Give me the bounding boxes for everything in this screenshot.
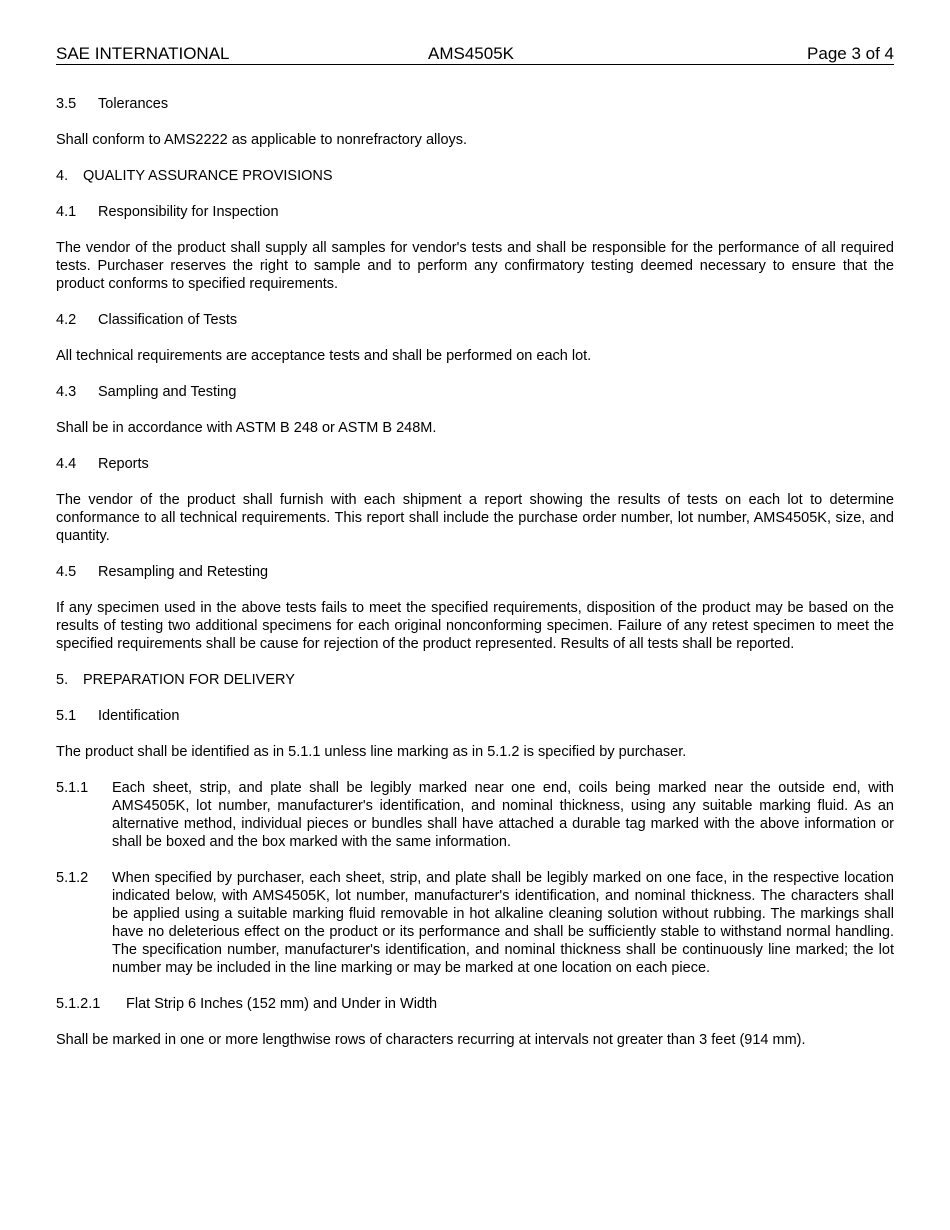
- section-number: 4.2: [56, 312, 77, 328]
- section-number: 3.5: [56, 96, 77, 112]
- section-5-1-2-item: [56, 869, 894, 977]
- section-4-5-text: If any specimen used in the above tests fails to meet the specified requirements, disposition of the product may be based on the results of testing two additional specimens for each original nonconforming specimen. Failure of any retest specimen to meet the specified requirements shall be cause for rejection of the product represented. Results of all tests shall be reported.: [56, 600, 894, 652]
- item-number: 5.1.1: [56, 780, 89, 796]
- section-title: Reports: [98, 456, 149, 472]
- section-4-1-text: The vendor of the product shall supply all samples for vendor's tests and shall be responsible for the performance of all required tests. Purchaser reserves the right to sample and to perform any confirmatory testing deemed necessary to ensure that the product conforms to specified requirements.: [56, 240, 894, 292]
- header-page-number: Page 3 of 4: [807, 44, 894, 63]
- section-5-1-text: The product shall be identified as in 5.1.1 unless line marking as in 5.1.2 is specified by purchaser.: [56, 744, 687, 760]
- section-5-1-heading: [56, 707, 894, 725]
- section-number: 5.1.2.1: [56, 996, 101, 1012]
- section-title: Classification of Tests: [98, 312, 238, 328]
- section-number: 4.1: [56, 204, 77, 220]
- item-text: Each sheet, strip, and plate shall be legibly marked near one end, coils being marked near the outside end, with AMS4505K, lot number, manufacturer's identification, and nominal thickness, using any suitable marking fluid. As an alternative method, individual pieces or bundles shall have attached a durable tag marked with the above information or shall be boxed and the box marked with the same information.: [112, 780, 894, 850]
- section-title: Identification: [98, 708, 180, 724]
- section-4-5-heading: [56, 563, 894, 581]
- section-4-3-text: Shall be in accordance with ASTM B 248 or ASTM B 248M.: [56, 420, 437, 436]
- section-title: Responsibility for Inspection: [98, 204, 279, 220]
- section-number: 5.1: [56, 708, 77, 724]
- section-5-heading: [56, 671, 894, 689]
- item-number: 5.1.2: [56, 870, 89, 886]
- section-4-heading: [56, 167, 894, 185]
- section-title: PREPARATION FOR DELIVERY: [83, 672, 295, 688]
- section-4-4-heading: [56, 455, 894, 473]
- section-number: 4.5: [56, 564, 77, 580]
- section-number: 4.: [56, 168, 69, 184]
- section-title: Sampling and Testing: [98, 384, 237, 400]
- section-5-1-2-1-heading: [56, 995, 894, 1013]
- page-header: [56, 44, 894, 65]
- section-number: 4.4: [56, 456, 77, 472]
- section-number: 4.3: [56, 384, 77, 400]
- section-4-1-heading: [56, 203, 894, 221]
- section-4-2-text: All technical requirements are acceptance tests and shall be performed on each lot.: [56, 348, 592, 364]
- section-title: Resampling and Retesting: [98, 564, 269, 580]
- section-title: QUALITY ASSURANCE PROVISIONS: [83, 168, 333, 184]
- section-5-1-2-1-text: Shall be marked in one or more lengthwise rows of characters recurring at intervals not greater than 3 feet (914 mm).: [56, 1032, 806, 1048]
- section-4-3-heading: [56, 383, 894, 401]
- section-3-5-text: Shall conform to AMS2222 as applicable to nonrefractory alloys.: [56, 132, 468, 148]
- section-title: Flat Strip 6 Inches (152 mm) and Under in Width: [126, 996, 438, 1012]
- document-body: [56, 95, 894, 1067]
- header-document-id: AMS4505K: [428, 44, 514, 63]
- section-number: 5.: [56, 672, 69, 688]
- section-title: Tolerances: [98, 96, 169, 112]
- section-4-2-heading: [56, 311, 894, 329]
- section-4-4-text: The vendor of the product shall furnish with each shipment a report showing the results of tests on each lot to determine conformance to all technical requirements. This report shall include the purchase order number, lot number, AMS4505K, size, and quantity.: [56, 492, 894, 544]
- item-text: When specified by purchaser, each sheet, strip, and plate shall be legibly marked on one face, in the respective location indicated below, with AMS4505K, lot number, manufacturer's identification, and nominal thickness. The characters shall be applied using a suitable marking fluid removable in hot alkaline cleaning solution without rubbing. The markings shall have no deleterious effect on the product or its performance and shall be sufficiently stable to withstand normal handling. The specification number, manufacturer's identification, and nominal thickness shall be continuously line marked; the lot number may be included in the line marking or may be marked at one location on each piece.: [112, 870, 894, 976]
- section-5-1-1-item: [56, 779, 894, 851]
- header-organization: SAE INTERNATIONAL: [56, 44, 230, 63]
- section-3-5-heading: [56, 95, 894, 113]
